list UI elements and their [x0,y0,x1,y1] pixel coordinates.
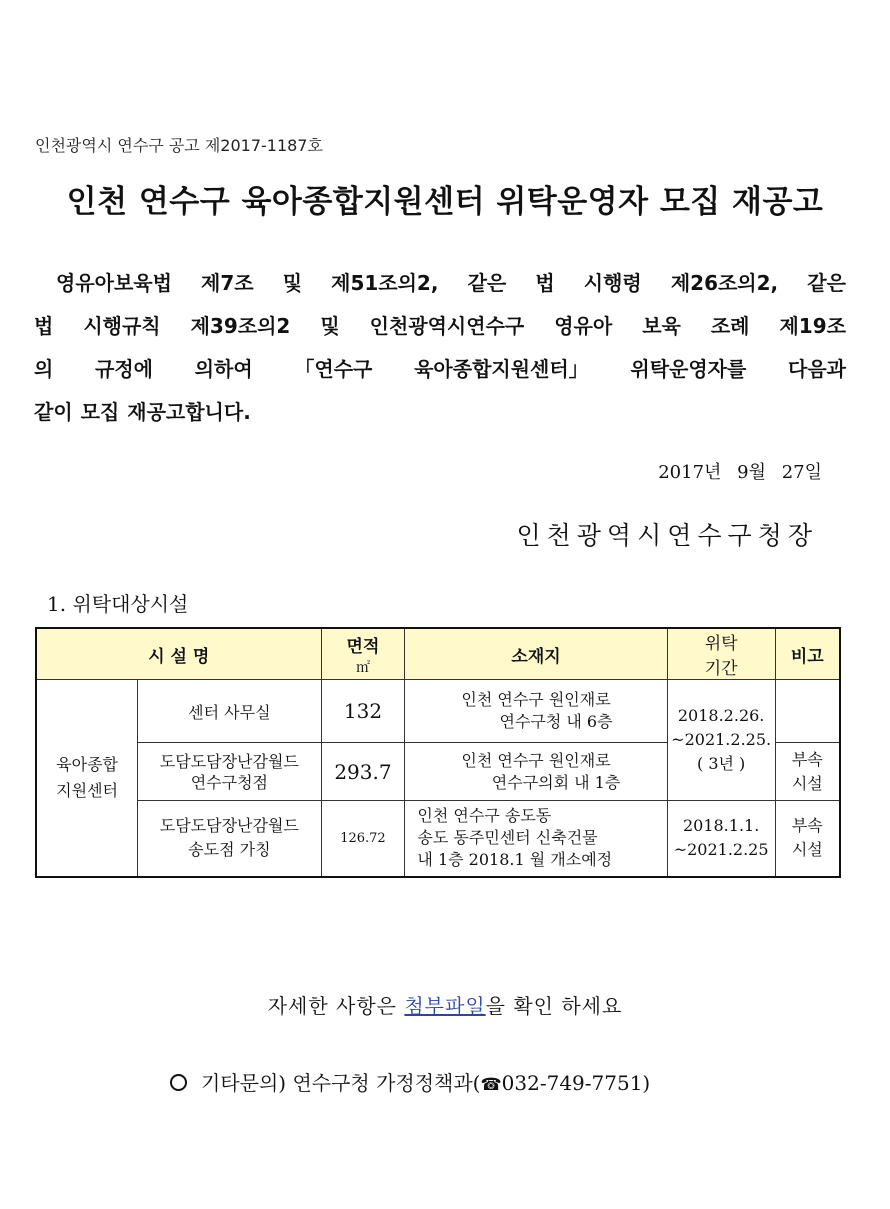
body-word: 의하여 [194,357,253,381]
period-end: ~2021.2.25. [671,730,772,749]
telephone-icon: ☎ [480,1075,502,1095]
body-word: 같은 [807,271,846,295]
header-area-label: 면적 [346,636,380,657]
note-suffix: 을 확인 하세요 [485,994,623,1018]
announcement-date: 2017년 9월 27일 [658,462,822,483]
facility-name [138,801,321,877]
header-area [321,628,405,680]
facility-period [667,801,775,877]
body-word: 위탁운영자를 [630,357,747,381]
body-word: 보육 [642,314,681,338]
body-word: 같은 [467,271,507,295]
header-area-unit: ㎡ [355,659,370,676]
facility-group [36,680,138,877]
facility-area: 126.72 [321,801,405,877]
body-word: 제7조 [201,271,254,295]
period-start: 2018.1.1. [682,816,760,836]
body-word: 조례 [710,314,750,338]
header-period [667,628,775,680]
address-line2: 연수구의회 내 1층 [491,772,621,792]
facility-name-line2: 송도점 가칭 [188,840,271,860]
facility-group-line1: 육아종합 [56,754,118,774]
body-word: 제19조 [779,314,846,338]
period-duration: ( 3년 ) [696,754,746,773]
table-row [36,801,840,877]
body-word: 다음과 [788,357,846,381]
facility-period [667,680,775,801]
facility-address [405,743,667,801]
body-word: 영유아보육법 [56,271,172,295]
address-line1: 인천 연수구 송도동 [417,806,552,826]
header-facility: 시 설 명 [36,628,321,680]
notice-number: 인천광역시 연수구 공고 제2017-1187호 [35,136,323,155]
facility-name-line2: 연수구청점 [190,772,268,792]
table-row [36,680,840,743]
facility-remarks [775,801,840,877]
body-line-2 [34,305,846,348]
body-word: 육아종합지원센터」 [414,357,589,381]
facility-name-line1: 도담도담장난감월드 [159,751,299,771]
body-word: 법 [535,271,555,295]
facility-remarks [775,743,840,801]
period-start: 2018.2.26. [677,706,765,725]
remarks-line1: 부속 [791,749,823,769]
body-word: 및 [282,271,303,295]
body-word: 제39조의2 [190,314,291,338]
body-word: 제26조의2, [670,271,779,295]
body-word: 의 [34,357,54,381]
announcement-body [34,262,846,434]
body-word: 제51조의2, [331,271,439,295]
facility-remarks [775,680,840,743]
section-title: 1. 위탁대상시설 [47,592,189,616]
body-word: 규정에 [95,357,154,381]
body-line-3 [34,348,846,391]
address-line1: 인천 연수구 원인재로 [461,750,611,770]
note-prefix: 자세한 사항은 [267,994,405,1018]
address-line1: 인천 연수구 원인재로 [461,690,611,709]
body-line-1 [34,262,846,305]
body-line-4 [34,391,846,434]
remarks-line2: 시설 [791,840,823,860]
contact-info [170,1067,650,1096]
body-word: 영유아 [554,314,613,338]
address-line3: 내 1층 2018.1 월 개소예정 [417,850,613,870]
header-period-line1: 위탁 [704,634,738,654]
facility-area: 293.7 [321,743,405,801]
issuer-name: 인천광역시연수구청장 [516,521,818,550]
facility-name-line1: 도담도담장난감월드 [159,816,299,836]
body-word: 시행규칙 [83,314,161,338]
facility-address [405,680,667,743]
facility-group-line2: 지원센터 [56,780,118,800]
facility-area: 132 [321,680,405,743]
table-header-row [36,628,840,680]
attachment-link[interactable]: 첨부파일 [404,994,486,1018]
header-remarks: 비고 [775,628,840,680]
header-location: 소재지 [405,628,667,680]
facility-table [35,627,841,878]
facility-name: 센터 사무실 [138,680,321,743]
facility-name [138,743,321,801]
body-word: 재공고합니다. [127,400,251,424]
body-word: 법 [34,314,54,338]
address-line2: 연수구청 내 6층 [499,712,613,731]
body-word: 모집 [80,400,120,424]
body-word: 및 [320,314,340,338]
facility-address [405,801,667,877]
body-word: 같이 [34,400,73,424]
bullet-circle-icon [170,1074,187,1091]
body-word: 「연수구 [294,357,373,381]
body-word: 인천광역시연수구 [369,314,525,338]
page-title: 인천 연수구 육아종합지원센터 위탁운영자 모집 재공고 [66,184,824,220]
remarks-line1: 부속 [791,816,823,836]
header-period-line2: 기간 [704,659,738,679]
contact-phone: 032-749-7751) [501,1071,651,1095]
period-end: ~2021.2.25 [673,840,769,860]
attachment-note [0,990,890,1019]
contact-text: 기타문의) 연수구청 가정정책과( [201,1071,481,1095]
remarks-line2: 시설 [791,773,823,793]
address-line2: 송도 동주민센터 신축건물 [417,828,598,848]
body-word: 시행령 [583,271,642,295]
